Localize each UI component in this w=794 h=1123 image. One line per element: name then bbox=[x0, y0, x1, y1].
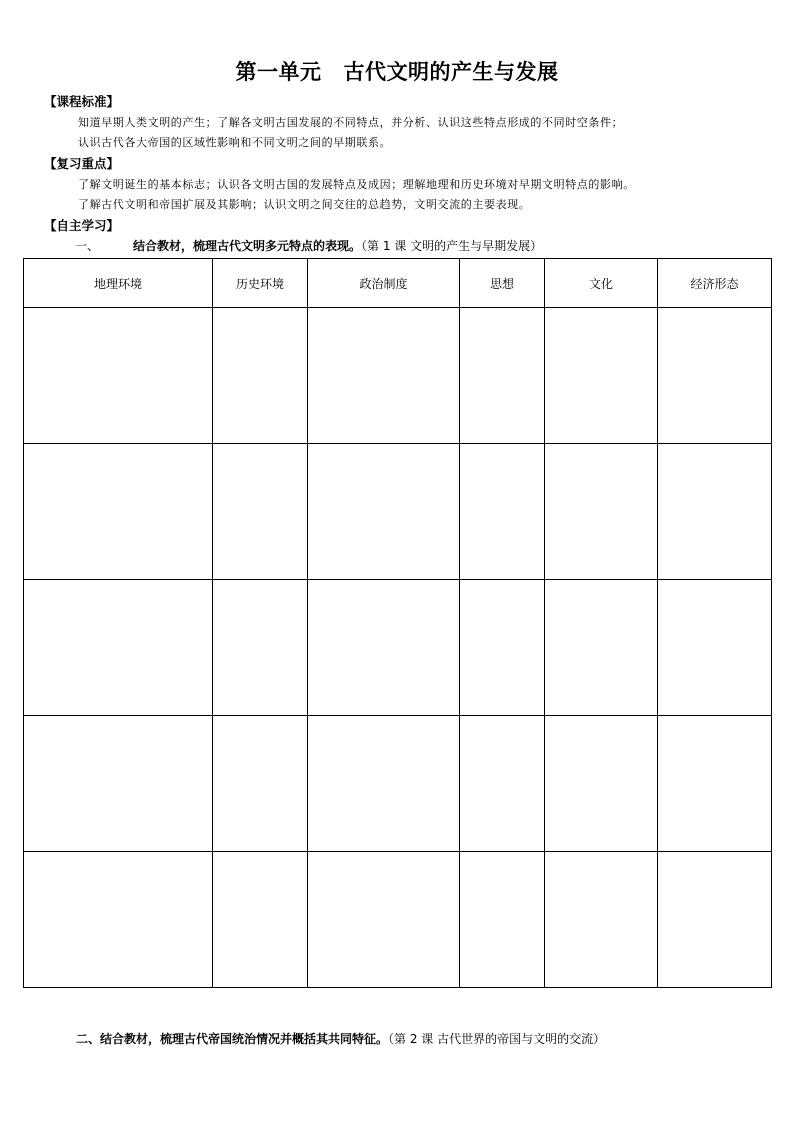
table-cell[interactable] bbox=[308, 444, 460, 580]
table-cell[interactable] bbox=[213, 580, 308, 716]
standards-line-2: 认识古代各大帝国的区域性影响和不同文明之间的早期联系。 bbox=[78, 136, 392, 149]
review-line-2: 了解古代文明和帝国扩展及其影响；认识文明之间交往的总趋势，文明交流的主要表现。 bbox=[78, 198, 531, 211]
table-cell[interactable] bbox=[658, 444, 772, 580]
task-1 bbox=[75, 237, 542, 254]
task-2-reference: （第 2 课 古代世界的帝国与文明的交流） bbox=[388, 1032, 606, 1046]
table-cell[interactable] bbox=[545, 580, 658, 716]
table-row bbox=[24, 580, 772, 716]
section-heading-review: 【复习重点】 bbox=[44, 156, 120, 171]
table-cell[interactable] bbox=[545, 308, 658, 444]
header-politics: 政治制度 bbox=[308, 259, 460, 308]
table-cell[interactable] bbox=[308, 308, 460, 444]
title-topic: 古代文明的产生与发展 bbox=[343, 60, 559, 84]
page-title bbox=[0, 56, 794, 86]
table-cell[interactable] bbox=[460, 580, 545, 716]
header-culture: 文化 bbox=[545, 259, 658, 308]
table-cell[interactable] bbox=[24, 852, 213, 988]
review-line-1: 了解文明诞生的基本标志；认识各文明古国的发展特点及成因；理解地理和历史环境对早期文明特点的影响。 bbox=[78, 178, 635, 191]
table-cell[interactable] bbox=[460, 716, 545, 852]
section-heading-standards: 【课程标准】 bbox=[44, 94, 120, 109]
section-heading-self-study: 【自主学习】 bbox=[44, 218, 120, 233]
table-cell[interactable] bbox=[308, 852, 460, 988]
table-cell[interactable] bbox=[24, 444, 213, 580]
table-cell[interactable] bbox=[545, 444, 658, 580]
table-row bbox=[24, 308, 772, 444]
table-cell[interactable] bbox=[460, 308, 545, 444]
table-cell[interactable] bbox=[213, 716, 308, 852]
table-row bbox=[24, 716, 772, 852]
task-2-instruction: 二、结合教材，梳理古代帝国统治情况并概括其共同特征。 bbox=[76, 1032, 389, 1046]
task-1-reference: （第 1 课 文明的产生与早期发展） bbox=[361, 239, 543, 253]
header-geography: 地理环境 bbox=[24, 259, 213, 308]
header-economy: 经济形态 bbox=[658, 259, 772, 308]
table-cell[interactable] bbox=[658, 580, 772, 716]
table-cell[interactable] bbox=[24, 580, 213, 716]
table-cell[interactable] bbox=[308, 716, 460, 852]
table-row bbox=[24, 852, 772, 988]
task-2 bbox=[76, 1030, 605, 1047]
table-cell[interactable] bbox=[213, 444, 308, 580]
header-thought: 思想 bbox=[460, 259, 545, 308]
table-cell[interactable] bbox=[545, 852, 658, 988]
table-cell[interactable] bbox=[460, 444, 545, 580]
table-cell[interactable] bbox=[24, 308, 213, 444]
task-1-instruction: 结合教材，梳理古代文明多元特点的表现。 bbox=[133, 239, 362, 253]
table-header-row bbox=[24, 259, 772, 308]
standards-line-1: 知道早期人类文明的产生；了解各文明古国发展的不同特点，并分析、认识这些特点形成的不同时空条件； bbox=[78, 116, 624, 129]
title-unit: 第一单元 bbox=[235, 60, 322, 84]
header-history: 历史环境 bbox=[213, 259, 308, 308]
table-cell[interactable] bbox=[658, 852, 772, 988]
table-cell[interactable] bbox=[545, 716, 658, 852]
table-cell[interactable] bbox=[658, 716, 772, 852]
table-cell[interactable] bbox=[213, 852, 308, 988]
table-cell[interactable] bbox=[24, 716, 213, 852]
characteristics-table bbox=[23, 258, 772, 988]
table-cell[interactable] bbox=[308, 580, 460, 716]
table-cell[interactable] bbox=[213, 308, 308, 444]
table-row bbox=[24, 444, 772, 580]
task-1-number: 一、 bbox=[75, 239, 100, 253]
table-cell[interactable] bbox=[658, 308, 772, 444]
table-cell[interactable] bbox=[460, 852, 545, 988]
